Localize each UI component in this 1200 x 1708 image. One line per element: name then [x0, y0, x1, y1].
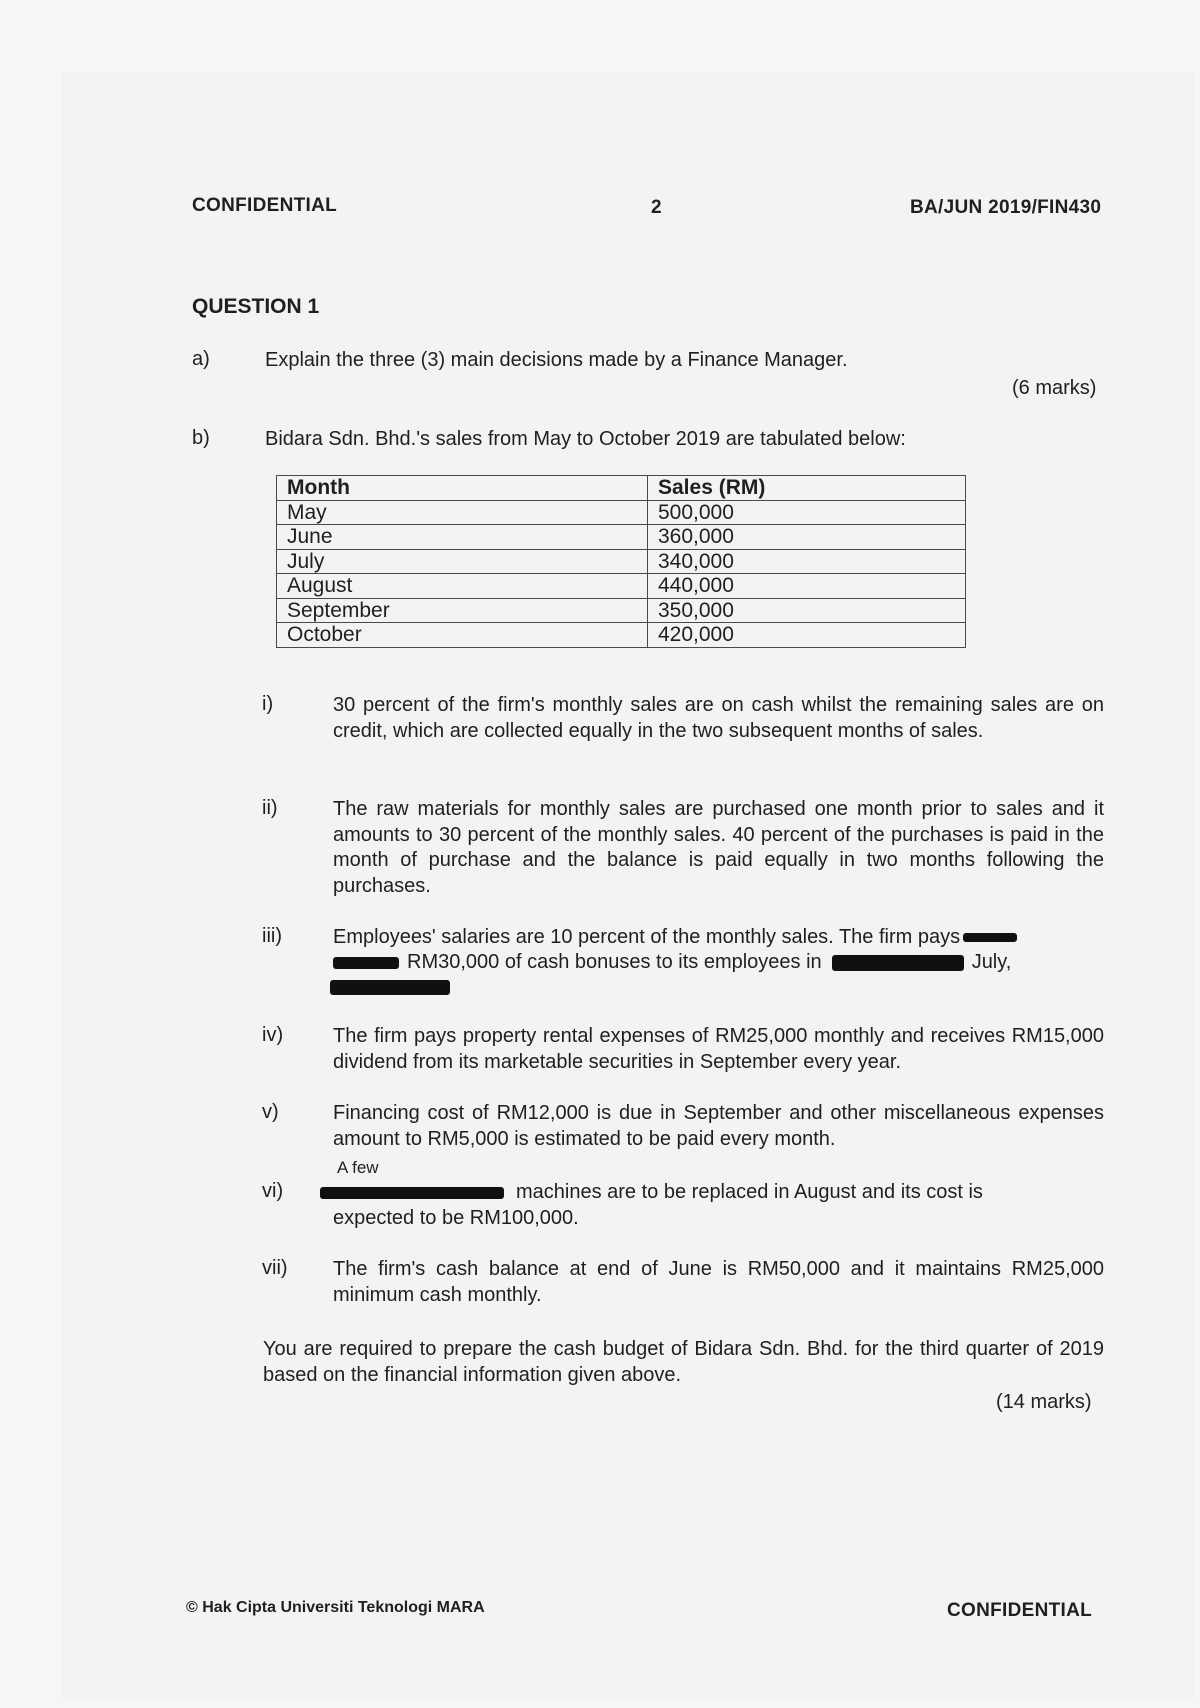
redaction-mark	[330, 980, 450, 995]
sales-cell: 500,000	[648, 500, 966, 525]
sales-cell: 350,000	[648, 598, 966, 623]
required-instruction: You are required to prepare the cash budget of Bidara Sdn. Bhd. for the third quarter of 2019 based on the financial information given above.	[263, 1338, 1104, 1386]
redaction-mark	[320, 1187, 504, 1199]
item-i-text: 30 percent of the firm's monthly sales are on cash whilst the remaining sales are on credit, which are collected equally in the two subsequent months of sales.	[333, 694, 1104, 742]
item-ii-number: ii)	[262, 797, 278, 819]
item-iii-line1	[333, 925, 1133, 951]
item-ii-text: The raw materials for monthly sales are purchased one month prior to sales and it amounts to 30 percent of the monthly sales. 40 percent of the purchases is paid in the month of purchase and the balance is paid equally in two months following the purchases.	[333, 798, 1104, 897]
redaction-mark	[333, 957, 399, 969]
item-vi-line1-text: machines are to be replaced in August and its cost is	[516, 1181, 983, 1203]
sales-cell: 440,000	[648, 574, 966, 599]
sales-cell: 340,000	[648, 549, 966, 574]
sales-cell: 360,000	[648, 525, 966, 550]
handwritten-annotation: A few	[337, 1158, 379, 1177]
part-b-label: b)	[192, 427, 210, 449]
item-iii-number: iii)	[262, 925, 282, 947]
part-b-intro: Bidara Sdn. Bhd.'s sales from May to October 2019 are tabulated below:	[265, 428, 906, 450]
sales-table	[276, 475, 966, 648]
item-i-number: i)	[262, 693, 274, 715]
item-iv-number: iv)	[262, 1024, 284, 1046]
page-number: 2	[651, 197, 662, 218]
month-cell: June	[277, 525, 648, 550]
question-title: QUESTION 1	[192, 295, 320, 318]
item-iii-line2-text: RM30,000 of cash bonuses to its employees in	[407, 951, 822, 973]
sales-cell: 420,000	[648, 623, 966, 648]
month-cell: September	[277, 598, 648, 623]
table-row	[277, 623, 966, 648]
item-vi-number: vi)	[262, 1180, 284, 1202]
part-a-marks: (6 marks)	[1012, 377, 1097, 399]
column-header-sales: Sales (RM)	[648, 476, 966, 501]
part-a-text: Explain the three (3) main decisions made by a Finance Manager.	[265, 349, 848, 371]
month-cell: October	[277, 623, 648, 648]
footer-confidential: CONFIDENTIAL	[947, 1600, 1093, 1621]
part-b-marks: (14 marks)	[996, 1391, 1092, 1413]
table-row	[277, 500, 966, 525]
item-vi-line2: expected to be RM100,000.	[333, 1207, 579, 1229]
redaction-mark	[963, 933, 1017, 942]
month-cell: July	[277, 549, 648, 574]
item-vii-text: The firm's cash balance at end of June is RM50,000 and it maintains RM25,000 minimum cash monthly.	[333, 1258, 1104, 1306]
footer-copyright: © Hak Cipta Universiti Teknologi MARA	[186, 1599, 485, 1616]
item-vii-number: vii)	[262, 1257, 288, 1279]
table-row	[277, 574, 966, 599]
item-iii-line2-end: July,	[971, 951, 1012, 973]
month-cell: August	[277, 574, 648, 599]
header-confidential: CONFIDENTIAL	[192, 195, 338, 216]
header-course-code: BA/JUN 2019/FIN430	[910, 197, 1102, 218]
item-iv-text: The firm pays property rental expenses of RM25,000 monthly and receives RM15,000 dividend from its marketable securities in September every year.	[333, 1025, 1104, 1073]
item-v-number: v)	[262, 1101, 279, 1123]
item-v-text: Financing cost of RM12,000 is due in September and other miscellaneous expenses amount to RM5,000 is estimated to be paid every month.	[333, 1102, 1104, 1150]
item-vi-line1	[320, 1180, 1104, 1206]
column-header-month: Month	[277, 476, 648, 501]
table-row	[277, 549, 966, 574]
table-header-row	[277, 476, 966, 501]
table-row	[277, 525, 966, 550]
table-row	[277, 598, 966, 623]
item-iii-line1-text: Employees' salaries are 10 percent of the monthly sales. The firm pays	[333, 926, 961, 948]
redaction-mark	[832, 955, 964, 971]
part-a-label: a)	[192, 348, 210, 370]
month-cell: May	[277, 500, 648, 525]
item-iii-line2	[333, 950, 1104, 976]
